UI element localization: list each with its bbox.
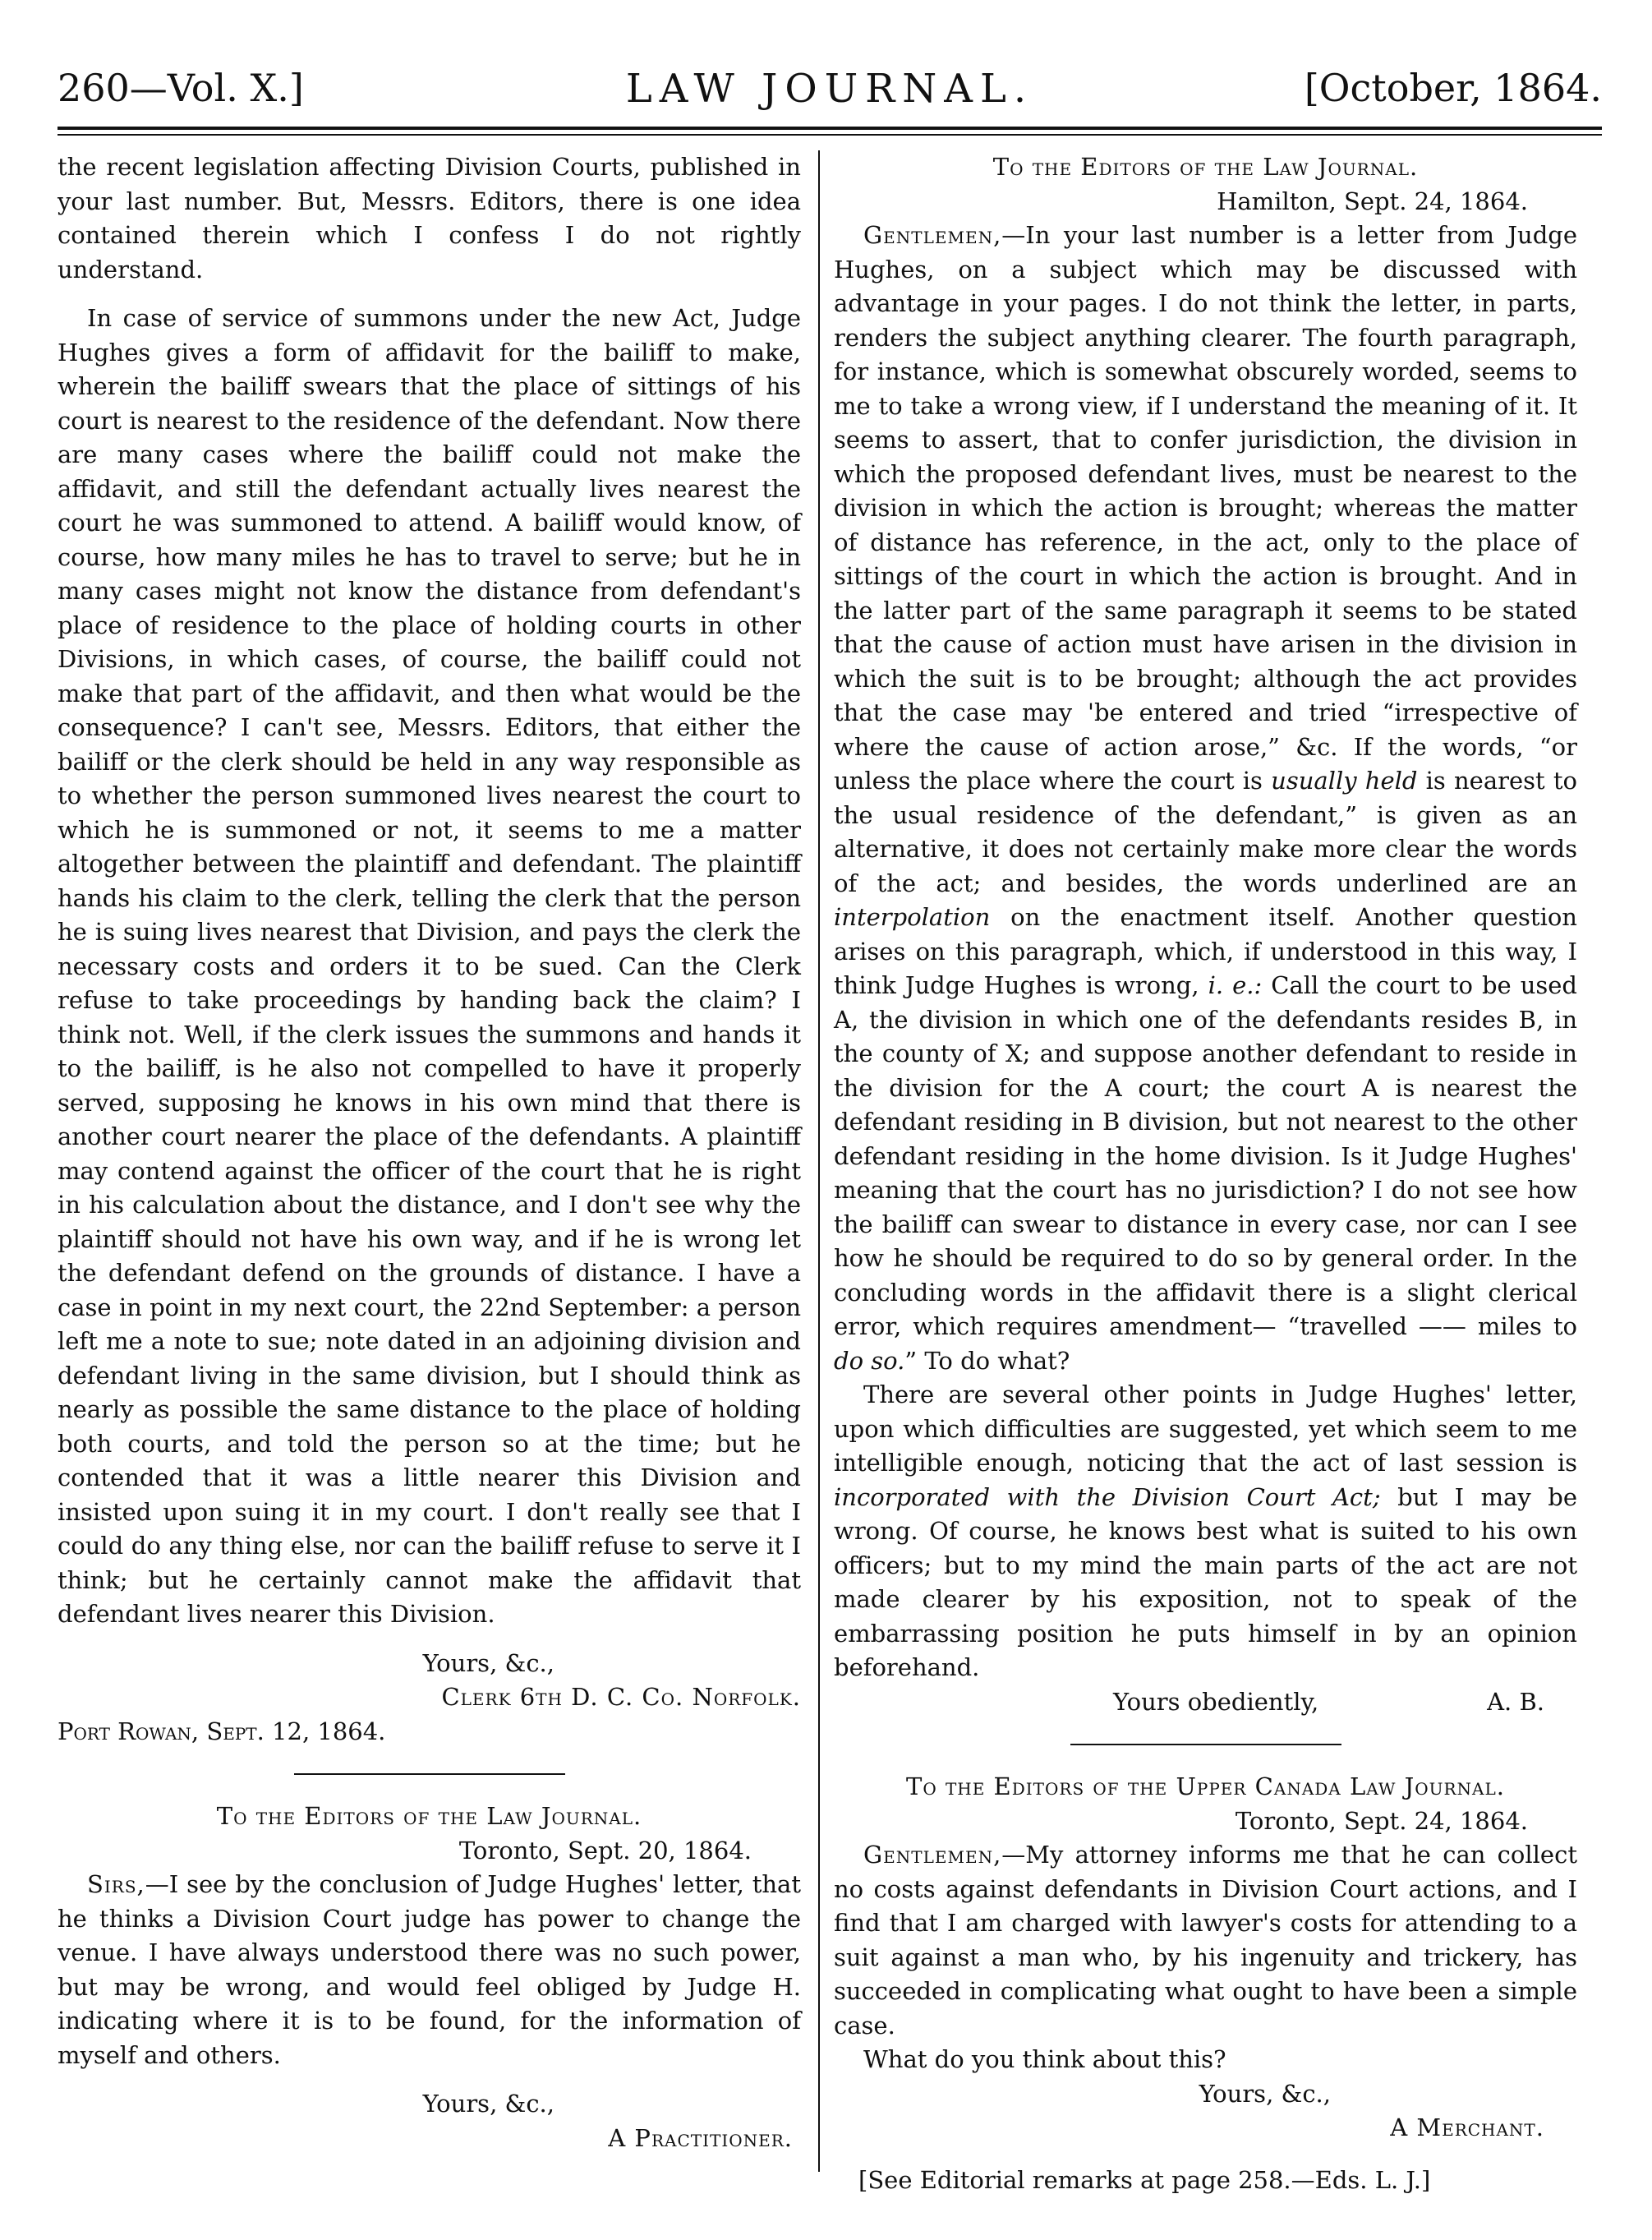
letter2-body-text: —I see by the conclusion of Judge Hughes' letter, that he thinks a Division Court judge has power to change the venue. I have always understood there was no such power, but may be wrong, and would feel obliged by Judge H. indicating where it is to be found, for the information of myself and others. xyxy=(58,1870,801,2069)
letter3-signature: A. B. xyxy=(1487,1687,1544,1716)
letter4-question: What do you think about this? xyxy=(863,2045,1226,2073)
editorial-note: [See Editorial remarks at page 258.—Eds. L. J.] xyxy=(858,2165,1431,2194)
letter4-signature: A Merchant. xyxy=(1390,2113,1544,2141)
letter3-emphasis: usually held xyxy=(1271,767,1418,795)
letter2-closing: Yours, &c., xyxy=(422,2090,555,2118)
right-column xyxy=(834,150,1577,2197)
letter2-heading: To the Editors of the Law Journal. xyxy=(216,1802,642,1830)
letter3-emphasis: do so. xyxy=(834,1346,905,1375)
section-divider xyxy=(294,1773,565,1775)
letter2-dateline: Toronto, Sept. 20, 1864. xyxy=(458,1836,752,1864)
letter3-text: —In your last number is a letter from Judge Hughes, on a subject which may be discussed with advantage in your pages. I do not think the letter, in parts, renders the subject anything clearer. The fourth paragraph, for instance, which is somewhat obscurely worded, seems to me to take a wrong view, if I understand the meaning of it. It seems to assert, that to confer jurisdiction, the division in which the proposed defendant lives, must be nearest to the division in which the action is brought; whereas the matter of distance has reference, in the act, only to the place of sittings of the court in which the action is brought. And in the latter part of the same paragraph it seems to be stated that the cause of action must have arisen in the division in which the suit is to be brought; although the act provides that the case may 'be entered and tried “irrespective of where the cause of action arose,” &c. If the words, “or unless the place where the court is xyxy=(834,221,1577,795)
letter3-text: There are several other points in Judge Hughes' letter, upon which difficulties are suggested, yet which seem to me intelligible enough, noticing that the act of last session is xyxy=(834,1380,1577,1477)
letter3-paragraph-2 xyxy=(834,1378,1577,1685)
letter4-salutation: Gentlemen, xyxy=(863,1841,1002,1869)
letter3-emphasis: incorporated with the Division Court Act; xyxy=(834,1482,1381,1511)
left-column xyxy=(58,150,801,2155)
letter3-text: but I may be wrong. Of course, he knows best what is suited to his own officers; but to my mind the main parts of the act are not made clearer by his exposition, not to speak of the embarrassing position he puts himself in by an opinion beforehand. xyxy=(834,1482,1578,1681)
main-paragraph: In case of service of summons under the new Act, Judge Hughes gives a form of affidavit for the bailiff to make, wherein the bailiff swears that the place of sittings of his court is nearest to the residence of the defendant. Now there are many cases where the bailiff could not make the affidavit, and still the defendant actually lives nearest the court he was summoned to attend. A bailiff would know, of course, how many miles he has to travel to serve; but he in many cases might not know the distance from defendant's place of residence to the place of holding courts in other Divisions, in which cases, of course, the bailiff could not make that part of the affidavit, and then what would be the consequence? I can't see, Messrs. Editors, that either the bailiff or the clerk should be held in any way responsible as to whether the person summoned lives nearest the court to which he is summoned or not, it seems to me a matter altogether between the plaintiff and defendant. The plaintiff hands his claim to the clerk, telling the clerk that the person he is suing lives nearest that Division, and pays the clerk the necessary costs and orders it to be sued. Can the Clerk refuse to take proceedings by handing back the claim? I think not. Well, if the clerk issues the summons and hands it to the bailiff, is he also not compelled to have it properly served, supposing he knows in his own mind that there is another court nearer the place of the defendants. A plaintiff may contend against the officer of the court that he is right in his calculation about the distance, and I don't see why the plaintiff should not have his own way, and if he is wrong let the defendant defend on the grounds of distance. I have a case in point in my next court, the 22nd September: a person left me a note to sue; note dated in an adjoining division and defendant living in the same division, but I should think as nearly as possible the same distance to the place of holding both courts, and told the person so at the time; but he contended that it was a little nearer this Division and insisted upon suing it in my court. I don't really see that I could do any thing else, nor can the bailiff refuse to serve it I think; but he certainly cannot make the affidavit that defendant lives nearer this Division. xyxy=(58,304,801,1628)
page-header xyxy=(58,66,1602,123)
section-divider xyxy=(1070,1744,1341,1745)
letter1-closing: Yours, &c., xyxy=(422,1648,555,1677)
letter4-heading: To the Editors of the Upper Canada Law Journal. xyxy=(905,1772,1505,1800)
issue-date: [October, 1864. xyxy=(1304,66,1602,110)
letter1-place-date: Port Rowan, Sept. 12, 1864. xyxy=(58,1717,386,1745)
letter4-body xyxy=(834,1838,1577,2043)
letter3-heading: To the Editors of the Law Journal. xyxy=(992,153,1419,181)
letter4-dateline: Toronto, Sept. 24, 1864. xyxy=(1235,1806,1528,1835)
letter2-salutation: Sirs, xyxy=(87,1870,145,1898)
header-rule xyxy=(58,127,1602,136)
page-volume: 260—Vol. X.] xyxy=(58,66,304,110)
journal-title: LAW JOURNAL. xyxy=(625,66,1034,112)
letter3-paragraph-1 xyxy=(834,219,1577,1378)
journal-page xyxy=(58,66,1602,2194)
letter3-signoff xyxy=(834,1685,1577,1720)
letter4-closing: Yours, &c., xyxy=(1199,2079,1331,2108)
letter3-text: on the enactment itself. Another question arises on this paragraph, which, if understood in this way, I think Judge Hughes is wrong, xyxy=(834,903,1577,999)
letter3-salutation: Gentlemen, xyxy=(863,221,1002,249)
letter3-text: ” To do what? xyxy=(904,1346,1070,1375)
letter3-dateline: Hamilton, Sept. 24, 1864. xyxy=(1217,187,1528,215)
opening-paragraph: the recent legislation affecting Division Courts, published in your last number. But, Messrs. Editors, there is one idea contained therein which I confess I do not rightly understand. xyxy=(58,153,801,283)
letter2-signature: A Practitioner. xyxy=(608,2123,793,2152)
letter3-emphasis: i. e.: xyxy=(1208,971,1263,999)
letter3-closing: Yours obediently, xyxy=(1113,1687,1319,1716)
letter2-body xyxy=(58,1868,801,2072)
letter1-signature: Clerk 6th D. C. Co. Norfolk. xyxy=(441,1683,801,1711)
letter4-body-text: —My attorney informs me that he can collect no costs against defendants in Division Court actions, and I find that I am charged with lawyer's costs for attending to a suit against a man who, by his ingenuity and trickery, has succeeded in complicating what ought to have been a simple case. xyxy=(834,1841,1577,2040)
letter3-text: is nearest to the usual residence of the defendant,” is given as an alternative, it does not certainly make more clear the words of the act; and besides, the words underlined are an xyxy=(834,767,1577,897)
letter3-emphasis: interpolation xyxy=(834,903,991,931)
column-rule xyxy=(818,150,820,2172)
letter3-text: Call the court to be used A, the division in which one of the defendants resides B, in the county of X; and suppose another defendant to reside in the division for the A court; the court A is nearest the defendant residing in B division, but not nearest to the other defendant residing in the home division. Is it Judge Hughes' meaning that the court has no jurisdiction? I do not see how the bailiff can swear to distance in every case, nor can I see how he should be required to do so by general order. In the concluding words in the affidavit there is a slight clerical error, which requires amendment— “travelled —— miles to xyxy=(834,971,1577,1340)
